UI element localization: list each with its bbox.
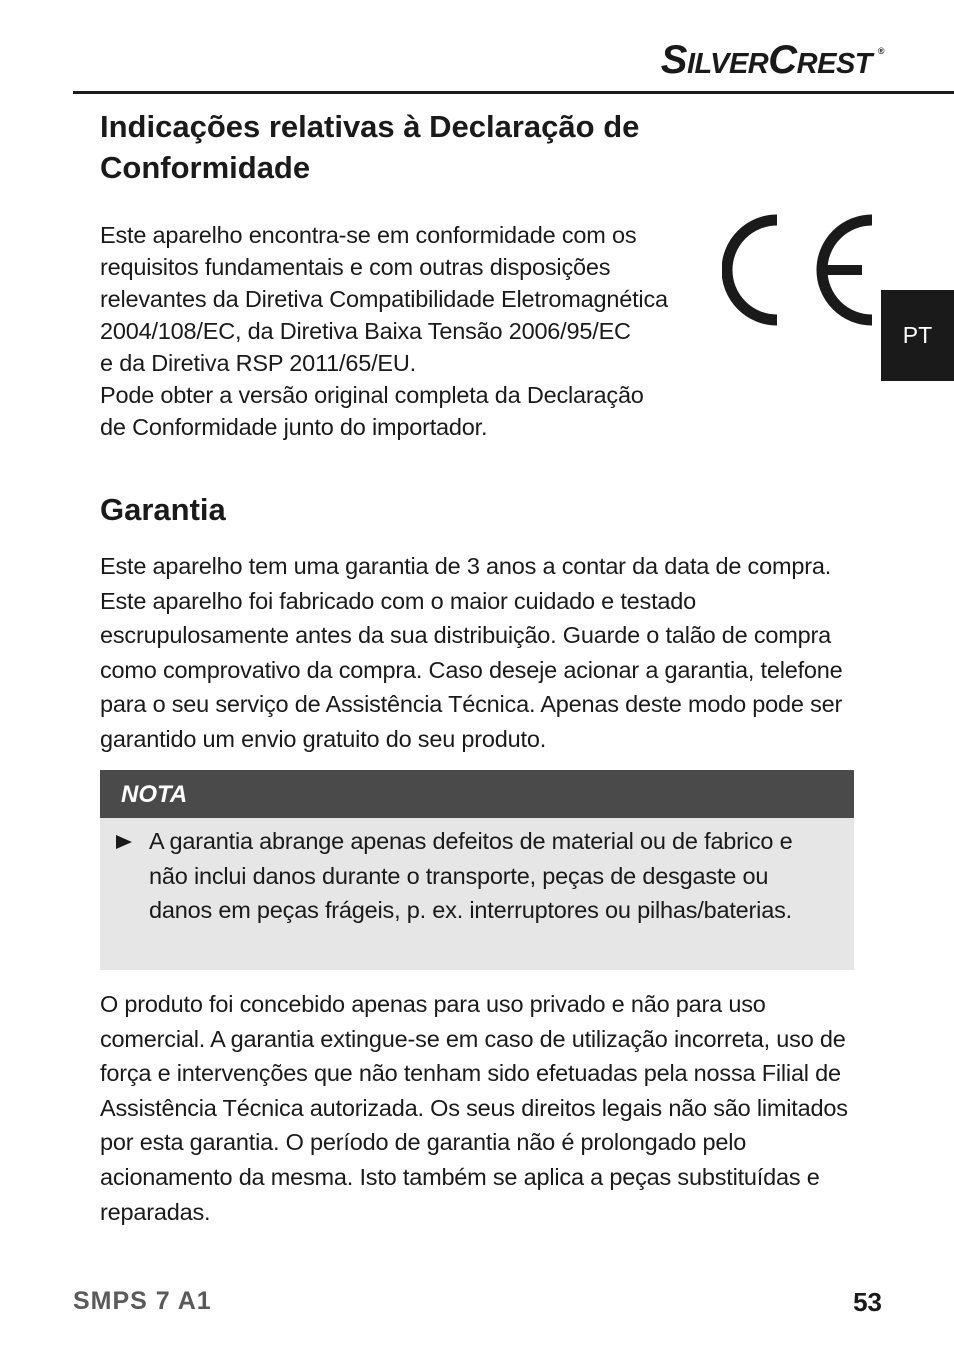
page-number: 53 — [853, 1287, 882, 1317]
conformity-heading: Indicações relativas à Declaração de Conformidade — [100, 109, 640, 185]
warranty-paragraph-2: O produto foi concebido apenas para uso privado e não para uso comercial. A garantia extingue-se em caso de utilização incorreta, uso de força e intervenções que não tenham sido efetuadas pela nossa Filial de Assistência Técnica autorizada. Os seus direitos legais não são limitados por esta garantia. O período de garantia não é prolongado pelo acionamento da mesma. Isto também se aplica a peças substituídas e reparadas. — [100, 991, 848, 1225]
warranty-paragraph-1: Este aparelho tem uma garantia de 3 anos a contar da data de compra. Este aparelho foi fabricado com o maior cuidado e testado escrupulosamente antes da sua distribuição. Guarde o talão de compra como comprovativo da compra. Caso deseje acionar a garantia, telefone para o seu serviço de Assistência Técnica. Apenas deste modo pode ser garantido um envio gratuito do seu produto. — [100, 553, 843, 752]
header-rule — [73, 91, 954, 94]
language-tab: PT — [881, 290, 954, 381]
brand-logo — [660, 38, 884, 83]
brand-logo-first: SILVER — [660, 38, 769, 82]
conformity-paragraph: Este aparelho encontra-se em conformidade com os requisitos fundamentais e com outras disposições relevantes da Diretiva Compatibilidade Eletromagnética 2004/108/EC, da Diretiva Baixa Tensão 2006/95/EC e da Diretiva RSP 2011/65/EU. Pode obter a versão original completa da Declaração de Conformidade junto do importador. — [100, 222, 668, 440]
registered-mark: ® — [877, 46, 884, 56]
warranty-heading: Garantia — [100, 492, 226, 527]
note-box — [100, 770, 854, 970]
bullet-arrow-icon — [116, 835, 132, 849]
brand-logo-second: CREST — [768, 38, 872, 82]
footer-model: SMPS 7 A1 — [73, 1287, 212, 1315]
note-body — [100, 818, 854, 928]
ce-mark-icon — [722, 214, 878, 326]
note-heading: NOTA — [100, 770, 854, 818]
note-text: A garantia abrange apenas defeitos de material ou de fabrico e não inclui danos durante o transporte, peças de desgaste ou danos em peças frágeis, p. ex. interruptores ou pilhas/baterias. — [149, 828, 793, 924]
